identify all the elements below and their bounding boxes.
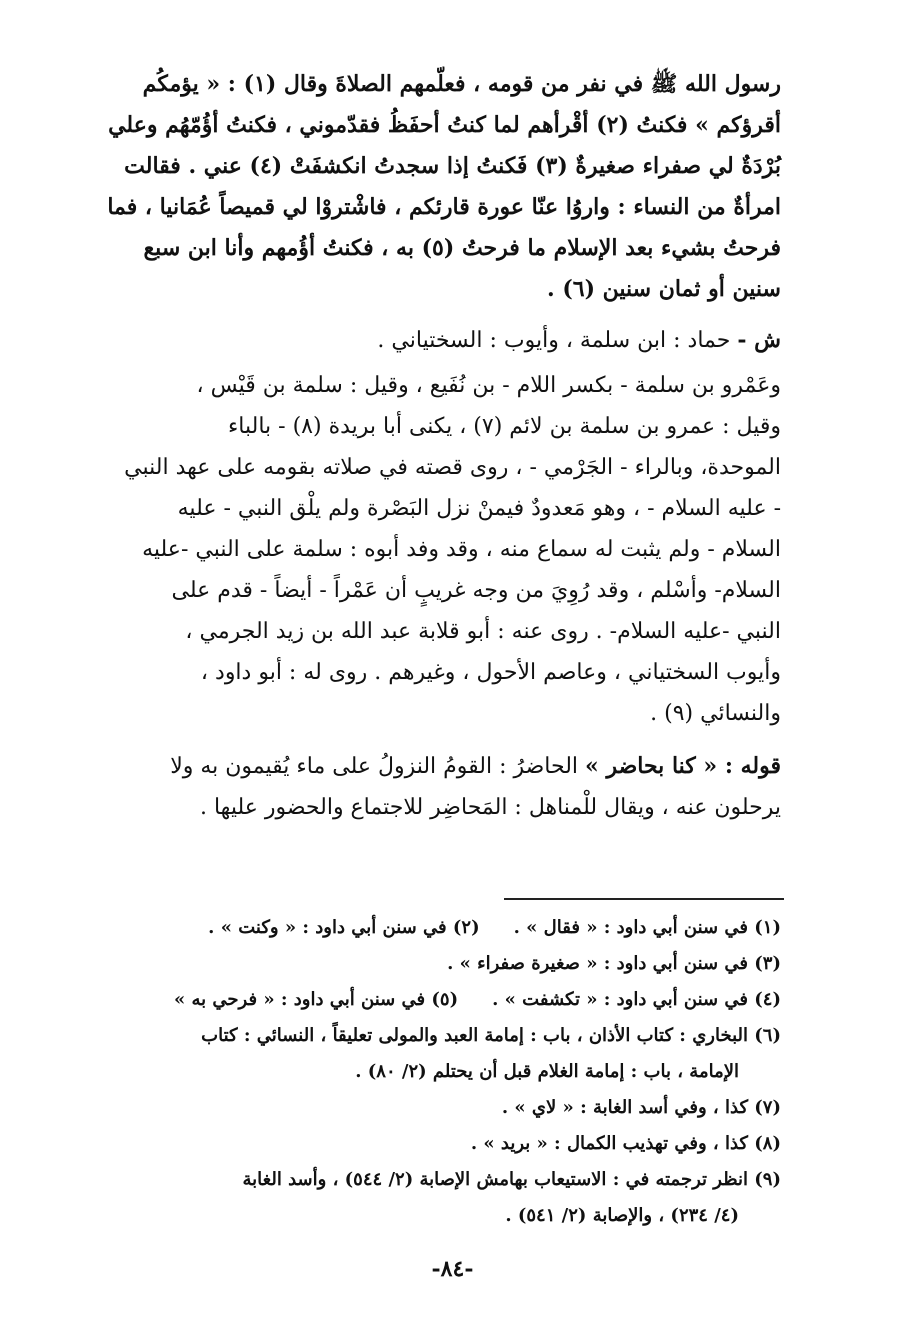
footnote-row (98, 1162, 781, 1198)
hadith-line: سنين أو ثمان سنين (٦) . (547, 276, 781, 302)
footnote-5: (٥) في سنن أبي داود : « فرحي به » (173, 989, 459, 1010)
commentary-line: والنسائي (٩) . (650, 701, 781, 726)
footnote-6-continued: الإمامة ، باب : إمامة الغلام قبل أن يحتلم (٢/ ٨٠) . (355, 1061, 739, 1082)
footnote-row-continued (98, 1198, 781, 1234)
hadith-line: بُرْدَةٌ لي صفراء صغيرةٌ (٣) فَكنتُ إذا سجدتُ انكشفَتْ (٤) عني . فقالت (124, 153, 781, 179)
hadith-line: فرحتُ بشيء بعد الإسلام ما فرحتُ (٥) به ، فكنتُ أؤُمهم وأنا ابن سبع (143, 235, 781, 261)
commentary-line: النبي -عليه السلام- . روى عنه : أبو قلابة عبد الله بن زيد الجرمي ، (185, 619, 781, 644)
commentary-line: السلام- وأسْلم ، وقد رُوِيَ من وجه غريبٍ أن عَمْراً - أيضاً - قدم على (171, 578, 781, 603)
quote-lead: قوله : « كنا بحاضر » (585, 753, 781, 779)
commentary-line: السلام - ولم يثبت له سماع منه ، وقد وفد أبوه : سلمة على النبي -عليه (142, 537, 781, 562)
commentary-paragraph (98, 365, 781, 734)
commentary-intro (98, 320, 781, 361)
footnote-2: (٢) في سنن أبي داود : « وكنت » . (208, 917, 480, 938)
quote-paragraph (98, 746, 781, 828)
footnote-3: (٣) في سنن أبي داود : « صغيرة صفراء » . (447, 953, 781, 974)
commentary-line: الموحدة، وبالراء - الجَرْمي - ، روى قصته في صلاته بقومه على عهد النبي (124, 455, 781, 480)
quote-line (98, 746, 781, 787)
footnote-row (98, 982, 781, 1018)
quote-text: الحاضرُ : القومُ النزولُ على ماء يُقيمون به ولا (170, 754, 579, 779)
commentary-marker: ش - (737, 327, 781, 353)
footnote-7: (٧) كذا ، وفي أسد الغابة : « لاي » . (501, 1097, 781, 1118)
footnote-6: (٦) البخاري : كتاب الأذان ، باب : إمامة العبد والمولى تعليقاً ، النسائي : كتاب (201, 1025, 781, 1046)
footnote-9: (٩) انظر ترجمته في : الاستيعاب بهامش الإصابة (٢/ ٥٤٤) ، وأسد الغابة (242, 1169, 781, 1190)
footnote-divider (504, 898, 784, 900)
footnote-4: (٤) في سنن أبي داود : « تكشفت » . (492, 989, 781, 1010)
hadith-line: أقرؤكم » فكنتُ (٢) أقْرأهم لما كنتُ أحفَظُ فقدّموني ، فكنتُ أؤُمّهُم وعلي (108, 112, 781, 138)
quote-line: يرحلون عنه ، ويقال للْمناهل : المَحاضِر للاجتماع والحضور عليها . (199, 795, 781, 820)
footnote-9-continued: (٤/ ٢٣٤) ، والإصابة (٢/ ٥٤١) . (505, 1205, 739, 1226)
footnote-row (98, 946, 781, 982)
hadith-line: امرأةٌ من النساء : واروُا عنّا عورة قارئكم ، فاشْتروْا لي قميصاً عُمَانيا ، فما (107, 194, 781, 220)
hadith-line: رسول الله ﷺ في نفر من قومه ، فعلّمهم الصلاةَ وقال (١) : « يؤمكُم (142, 71, 781, 97)
commentary-line: وقيل : عمرو بن سلمة بن لائم (٧) ، يكنى أبا بريدة (٨) - بالباء (227, 414, 781, 439)
main-text (98, 64, 781, 828)
commentary-line: وأيوب السختياني ، وعاصم الأحول ، وغيرهم . روى له : أبو داود ، (200, 660, 781, 685)
footnote-row (98, 910, 781, 946)
footnote-row (98, 1090, 781, 1126)
footnotes (98, 910, 781, 1234)
commentary-intro-text: حماد : ابن سلمة ، وأيوب : السختياني . (377, 328, 731, 353)
footnote-row (98, 1018, 781, 1054)
commentary-line: - عليه السلام - ، وهو مَعدودٌ فيمنْ نزل البَصْرة ولم يلْق النبي - عليه (177, 496, 781, 521)
commentary-line: وعَمْرو بن سلمة - بكسر اللام - بن نُفَيع ، وقيل : سلمة بن قَيْس ، (196, 373, 781, 398)
footnote-8: (٨) كذا ، وفي تهذيب الكمال : « بريد » . (470, 1133, 781, 1154)
footnote-row (98, 1126, 781, 1162)
footnote-row-continued (98, 1054, 781, 1090)
footnote-1: (١) في سنن أبي داود : « فقال » . (513, 917, 781, 938)
page-number: -٨٤- (431, 1256, 474, 1282)
hadith-text (98, 64, 781, 310)
